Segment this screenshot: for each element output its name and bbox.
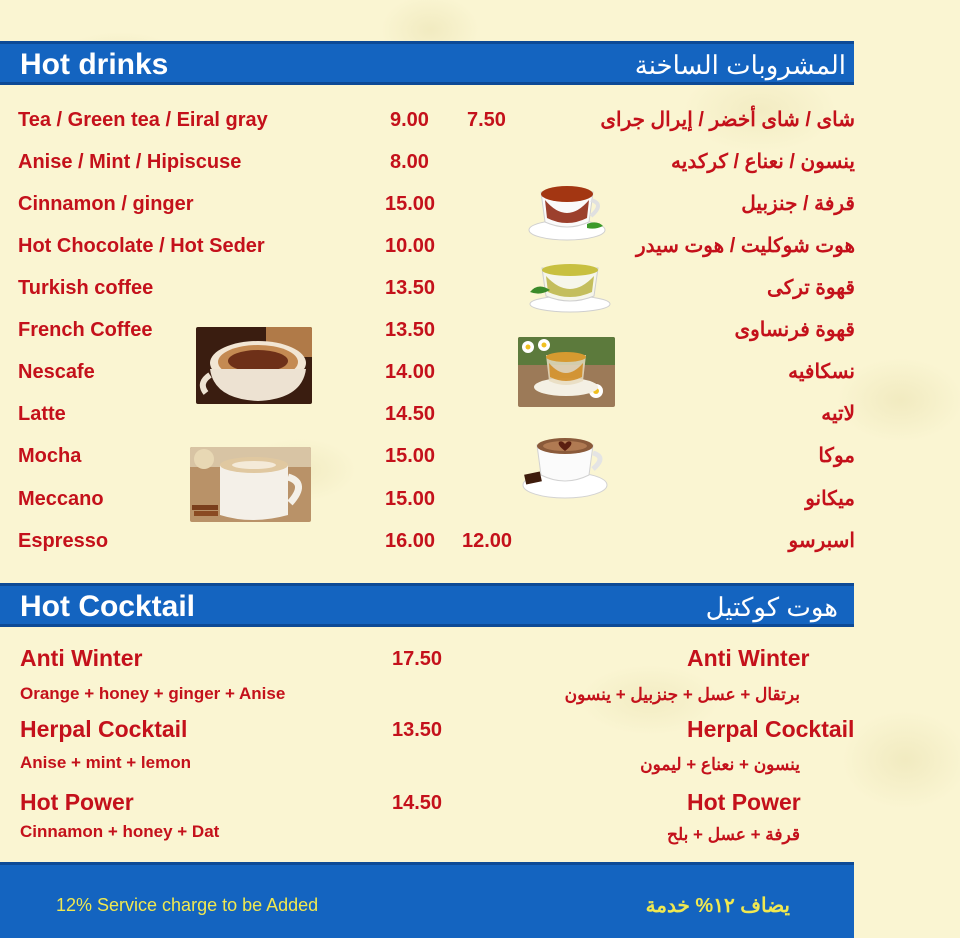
cocktail-name-right: Anti Winter — [687, 645, 810, 671]
item-name-ar: لاتيه — [821, 403, 855, 425]
item-name: Cinnamon / ginger — [18, 193, 194, 215]
item-name: Turkish coffee — [18, 277, 154, 299]
item-name-ar: هوت شوكليت / هوت سيدر — [635, 235, 855, 257]
cocktail-ingredients-ar: ينسون + نعناع + ليمون — [640, 755, 800, 774]
service-charge-note: 12% Service charge to be Added — [56, 895, 319, 915]
item-name-ar: قرفة / جنزبيل — [741, 193, 855, 215]
item-name: Meccano — [18, 488, 104, 510]
item-name: Latte — [18, 403, 66, 425]
item-name: Hot Chocolate / Hot Seder — [18, 235, 265, 257]
cocktail-name: Herpal Cocktail — [20, 716, 188, 742]
item-price-small: 7.50 — [467, 109, 506, 131]
item-name-ar: قهوة تركى — [767, 277, 855, 299]
hot-drinks-title: Hot drinks — [20, 48, 169, 81]
hot-cocktail-header — [0, 583, 854, 627]
item-price: 14.50 — [385, 403, 436, 425]
cocktail-ingredients-ar: قرفة + عسل + بلح — [666, 825, 800, 844]
item-price: 13.50 — [385, 277, 436, 299]
item-name: Tea / Green tea / Eiral gray — [18, 109, 268, 131]
cocktail-ingredients: Cinnamon + honey + Dat — [20, 822, 220, 841]
item-price: 9.00 — [390, 109, 429, 131]
item-name-ar: نسكافيه — [788, 361, 855, 383]
item-name: Nescafe — [18, 361, 95, 383]
item-name-ar: شاى / شاى أخضر / إيرال جراى — [600, 109, 855, 131]
footer-bar — [0, 862, 854, 938]
item-name-ar: قهوة فرنساوى — [734, 319, 855, 341]
cocktail-ingredients-ar: برتقال + عسل + جنزبيل + ينسون — [564, 685, 800, 704]
latte-photo — [190, 447, 311, 522]
hot-drinks-header — [0, 41, 854, 85]
cocktail-name: Hot Power — [20, 789, 134, 815]
item-name-ar: ميكانو — [805, 488, 855, 510]
item-name: Anise / Mint / Hipiscuse — [18, 151, 242, 173]
cocktail-price: 13.50 — [392, 719, 443, 741]
item-price: 16.00 — [385, 530, 436, 552]
cocktail-price: 17.50 — [392, 648, 443, 670]
cocktail-name-right: Herpal Cocktail — [687, 716, 855, 742]
item-price: 14.00 — [385, 361, 436, 383]
item-price: 8.00 — [390, 151, 429, 173]
red-tea-photo — [527, 178, 607, 244]
service-charge-note-ar: يضاف ١٢% خدمة — [645, 895, 790, 917]
item-price: 15.00 — [385, 445, 436, 467]
item-name-ar: ينسون / نعناع / كركديه — [671, 151, 855, 173]
item-name: Espresso — [18, 530, 109, 552]
chamomile-tea-photo — [518, 337, 615, 407]
heart-coffee-photo — [517, 433, 609, 503]
cocktail-price: 14.50 — [392, 792, 443, 814]
item-name: French Coffee — [18, 319, 153, 341]
hot-drinks-title-ar: المشروبات الساخنة — [634, 50, 846, 80]
item-name: Mocha — [18, 445, 82, 467]
item-name-ar: موكا — [818, 445, 855, 467]
cocktail-name-right: Hot Power — [687, 789, 801, 815]
cappuccino-photo — [196, 327, 312, 404]
item-price-small: 12.00 — [462, 530, 513, 552]
green-tea-photo — [528, 262, 611, 314]
item-price: 15.00 — [385, 488, 436, 510]
hot-cocktail-title-ar: هوت كوكتيل — [705, 592, 838, 622]
cocktail-ingredients: Anise + mint + lemon — [20, 753, 191, 772]
cocktail-name: Anti Winter — [20, 645, 143, 671]
cocktail-ingredients: Orange + honey + ginger + Anise — [20, 684, 286, 703]
item-price: 10.00 — [385, 235, 436, 257]
item-name-ar: اسبرسو — [788, 530, 855, 552]
item-price: 15.00 — [385, 193, 436, 215]
item-price: 13.50 — [385, 319, 436, 341]
hot-cocktail-title: Hot Cocktail — [20, 590, 196, 623]
